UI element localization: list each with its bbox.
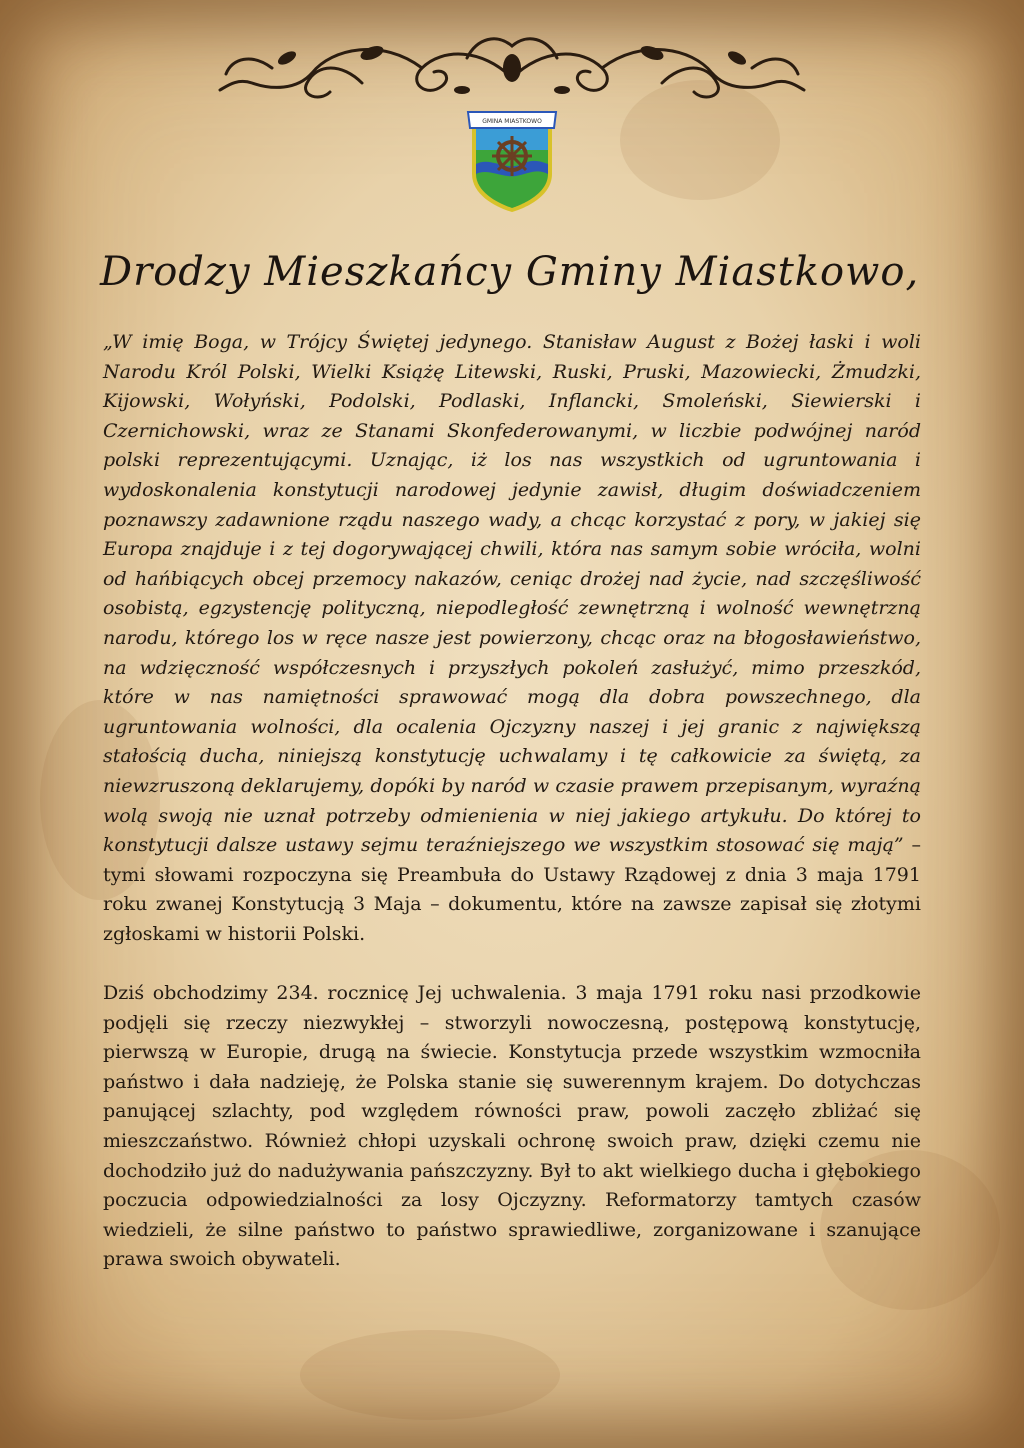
paragraph-anniversary: Dziś obchodzimy 234. rocznicę Jej uchwalenia. 3 maja 1791 roku nasi przodkowie podjęli się rzeczy niezwykłej – stworzyli nowoczesną, postępową konstytucję, pierwszą w Europie, drugą na świecie. Konstytucja przede wszystkim wzmocniła państwo i dała nadzieję, że Polska stanie się suwerennym krajem. Do dotychczas panującej szlachty, pod względem równości praw, powoli zaczęło zbliżać się mieszczaństwo. Również chłopi uzyskali ochronę swoich praw, dzięki czemu nie dochodziło już do nadużywania pańszczyzny. Był to akt wielkiego ducha i głębokiego poczucia odpowiedzialności za losy Ojczyzny. Reformatorzy tamtych czasów wiedzieli, że silne państwo to państwo sprawiedliwe, zorganizowane i szanujące prawa swoich obywateli.: [103, 982, 921, 1271]
greeting-heading: Drodzy Mieszkańcy Gminy Miastkowo,: [100, 249, 920, 295]
stain: [300, 1330, 560, 1420]
preamble-commentary: – tymi słowami rozpoczyna się Preambuła do Ustawy Rządowej z dnia 3 maja 1791 roku zwanej Konstytucją 3 Maja – dokumentu, które na zawsze zapisał się złotymi zgłoskami w historii Polski.: [103, 834, 921, 945]
preamble-quote: „W imię Boga, w Trójcy Świętej jedynego. Stanisław August z Bożej łaski i woli Narodu Król Polski, Wielki Książę Litewski, Ruski, Pruski, Mazowiecki, Żmudzki, Kijowski, Wołyński, Podolski, Podlaski, Inflancki, Smoleński, Siewierski i Czernichowski, wraz ze Stanami Skonfederowanymi, w liczbie podwójnej naród polski reprezentującymi. Uznając, iż los nas wszystkich od ugruntowania i wydoskonalenia konstytucji narodowej jedynie zawisł, długim doświadczeniem poznawszy zadawnione rządu naszego wady, a chcąc korzystać z pory, w jakiej się Europa znajduje i z tej dogorywającej chwili, która nas samym sobie wróciła, wolni od hańbiących obcej przemocy nakazów, ceniąc drożej nad życie, nad szczęśliwość osobistą, egzystencję polityczną, niepodległość zewnętrzną i wolność wewnętrzną narodu, którego los w ręce nasze jest powierzony, chcąc oraz na błogosławieństwo, na wdzięczność współczesnych i przyszłych pokoleń zasłużyć, mimo przeszkód, które w nas namiętności sprawować mogą dla dobra powszechnego, dla ugruntowania wolności, dla ocalenia Ojczyzny naszej i jej granic z największą stałością ducha, niniejszą konstytucję uchwalamy i tę całkowicie za świętą, za niewzruszoną deklarujemy, dopóki by naród w czasie prawem przepisanym, wyraźną wolą swoją nie uznał potrzeby odmienienia w niej jakiego artykułu. Do której to konstytucji dalsze ustawy sejmu teraźniejszego we wszystkim stosować się mają”: [103, 331, 921, 857]
gmina-crest-icon: [466, 104, 558, 214]
crest-banner-text: GMINA MIASTKOWO: [482, 118, 542, 125]
scroll-ornament: [212, 28, 812, 106]
letter-body: [103, 328, 921, 1275]
paragraph-preamble: [103, 328, 921, 949]
